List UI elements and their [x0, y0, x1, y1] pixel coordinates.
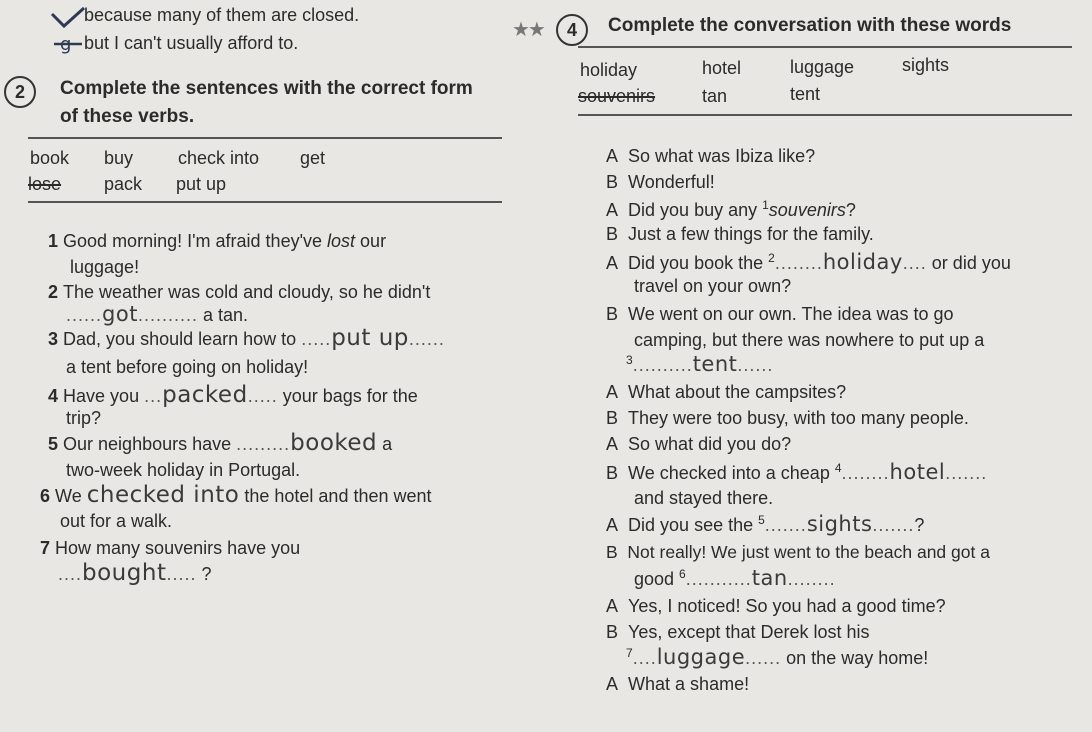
ex2-item-5: 5 Our neighbours have .........booked a	[48, 430, 393, 456]
ex2-verb-box-top-rule	[28, 137, 502, 139]
word-souvenirs: souvenirs	[578, 86, 656, 106]
dialogue-line-16: B Not really! We just went to the beach and got a	[606, 542, 990, 562]
dialogue-line-15: A Did you see the $^5$.......sights.......?	[606, 512, 925, 536]
ex2-item-5-line2: two-week holiday in Portugal.	[66, 460, 301, 480]
dialogue-line-5: A Did you book the $^2$........holiday.... or did you	[606, 250, 1011, 274]
ex2-item-2-line2: ......got.......... a tan.	[66, 302, 248, 326]
answer-tan: tan	[751, 566, 788, 590]
dialogue-line-10: A What about the campsites?	[606, 382, 847, 402]
dialogue-line-1: A So what was Ibiza like?	[606, 146, 816, 166]
dialogue-line-21: A What a shame!	[606, 674, 750, 694]
verb-buy: buy	[104, 148, 134, 168]
ex2-item-6-line2: out for a walk.	[60, 511, 173, 531]
ex2-item-7: 7 How many souvenirs have you	[40, 538, 301, 558]
dialogue-line-3: A Did you buy any $^1$souvenirs?	[606, 198, 856, 220]
dialogue-line-12: A So what did you do?	[606, 434, 792, 454]
pen-mark-g	[52, 30, 86, 60]
verb-get: get	[300, 148, 326, 168]
answer-got: got	[102, 302, 138, 326]
word-sights: sights	[902, 55, 950, 75]
answer-checked-into: checked into	[86, 482, 240, 508]
answer-bought: bought	[82, 560, 167, 586]
ex4-word-box-bottom-rule	[578, 114, 1072, 116]
difficulty-stars: ★★	[512, 19, 544, 41]
dialogue-line-7: B We went on our own. The idea was to go	[606, 304, 954, 324]
dialogue-line-14: and stayed there.	[634, 488, 774, 508]
dialogue-line-19: B Yes, except that Derek lost his	[606, 622, 870, 642]
word-tan: tan	[702, 86, 728, 106]
ex2-verb-box-bottom-rule	[28, 201, 502, 203]
word-tent: tent	[790, 84, 821, 104]
answer-put-up: put up	[331, 325, 409, 351]
ex2-item-7-line2: ....bought..... ?	[58, 560, 212, 586]
ex4-title: Complete the conversation with these words	[608, 15, 1012, 36]
ex2-item-3: 3 Dad, you should learn how to .....put up......	[48, 325, 445, 351]
answer-luggage: luggage	[656, 645, 746, 669]
answer-tent: tent	[692, 352, 738, 376]
dialogue-line-18: A Yes, I noticed! So you had a good time?	[606, 596, 946, 616]
ex2-item-1: 1 Good morning! I'm afraid they've lost our	[48, 231, 387, 251]
ex2-item-6: 6 We checked into the hotel and then went	[40, 482, 432, 508]
verb-check-into: check into	[178, 148, 260, 168]
verb-book: book	[30, 148, 70, 168]
ex4-word-box-top-rule	[578, 46, 1072, 48]
ex2-item-4: 4 Have you ...packed..... your bags for the	[48, 382, 418, 408]
dialogue-line-9: $^3$..........tent......	[626, 352, 774, 376]
fragment-line-1: because many of them are closed.	[84, 5, 360, 25]
svg-text:g: g	[60, 34, 72, 55]
ex2-title-line2: of these verbs.	[60, 106, 195, 127]
ex2-item-4-line2: trip?	[66, 408, 102, 428]
dialogue-line-11: B They were too busy, with too many people.	[606, 408, 969, 428]
word-holiday: holiday	[580, 60, 638, 80]
answer-packed: packed	[162, 382, 248, 408]
ex4-number-badge: 4	[556, 14, 588, 46]
dialogue-line-6: travel on your own?	[634, 276, 792, 296]
pen-check-mark	[48, 6, 88, 32]
word-hotel: hotel	[702, 58, 742, 78]
verb-pack: pack	[104, 174, 143, 194]
answer-holiday: holiday	[822, 250, 903, 274]
dialogue-line-17: good $^6$...........tan........	[634, 566, 836, 590]
verb-lose: lose	[28, 174, 62, 194]
answer-hotel: hotel	[889, 460, 946, 484]
word-luggage: luggage	[790, 57, 855, 77]
ex2-number-badge: 2	[4, 76, 36, 108]
ex2-item-3-line2: a tent before going on holiday!	[66, 357, 309, 377]
dialogue-line-4: B Just a few things for the family.	[606, 224, 874, 244]
dialogue-line-20: $^7$....luggage...... on the way home!	[626, 645, 929, 669]
ex2-item-1-line2: luggage!	[70, 257, 140, 277]
dialogue-line-13: B We checked into a cheap $^4$........hotel.......	[606, 460, 988, 484]
ex2-title-line1: Complete the sentences with the correct form	[60, 78, 473, 99]
ex2-item-2: 2 The weather was cold and cloudy, so he didn't	[48, 282, 431, 302]
answer-booked: booked	[290, 430, 378, 456]
dialogue-line-8: camping, but there was nowhere to put up a	[634, 330, 985, 350]
dialogue-line-2: B Wonderful!	[606, 172, 715, 192]
answer-sights: sights	[806, 512, 873, 536]
fragment-line-2: but I can't usually afford to.	[84, 33, 299, 53]
verb-put-up: put up	[176, 174, 227, 194]
